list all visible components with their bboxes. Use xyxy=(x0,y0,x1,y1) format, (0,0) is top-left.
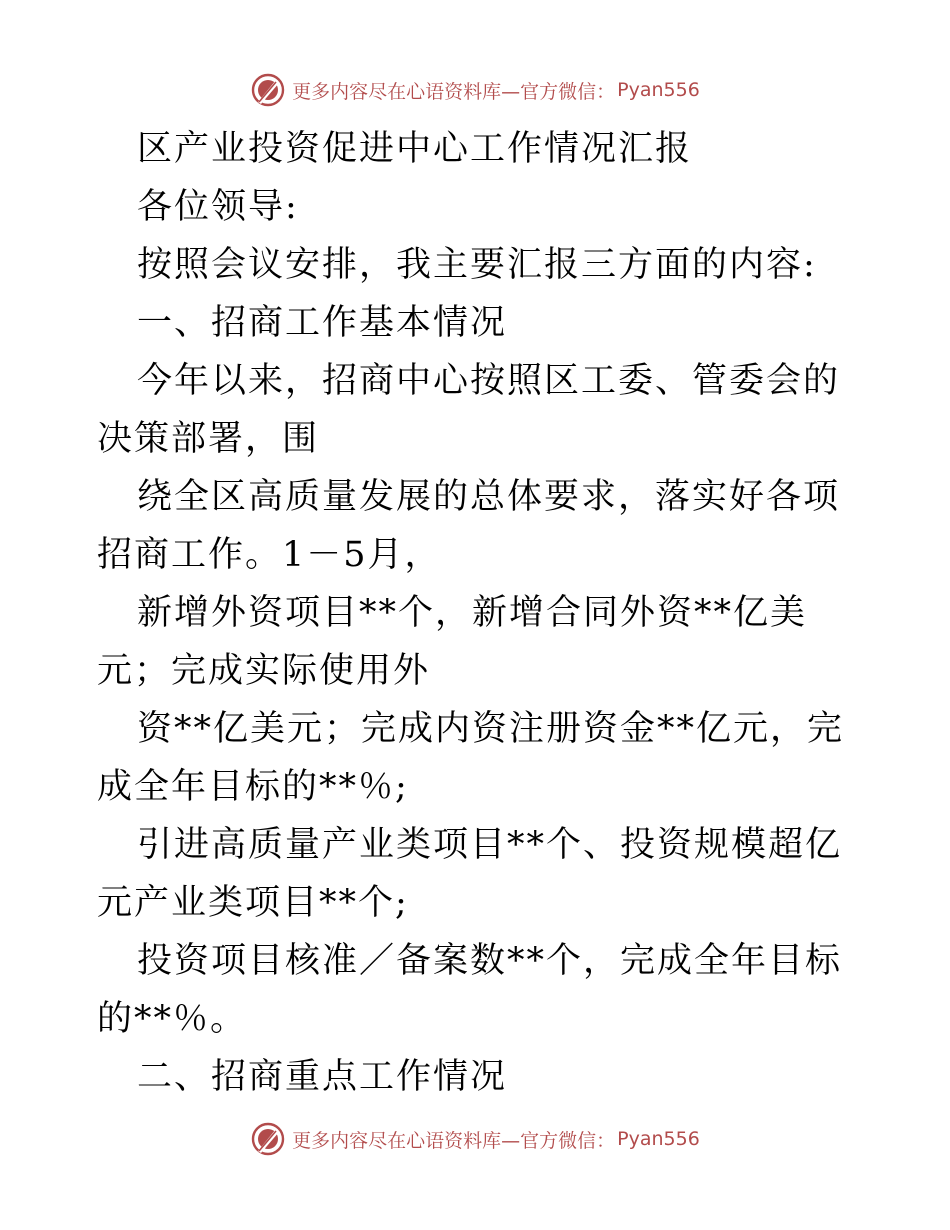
paragraph: 投资项目核准／备案数**个，完成全年目标的**％。 xyxy=(97,941,843,1039)
section-heading: 二、招商重点工作情况 xyxy=(137,1057,508,1097)
paragraph: 今年以来，招商中心按照区工委、管委会的决策部署，围 xyxy=(97,361,841,459)
banner-wechat-id: Pyan556 xyxy=(617,1128,700,1150)
header-banner xyxy=(0,68,950,112)
banner-text: 更多内容尽在心语资料库—官方微信： xyxy=(292,80,616,103)
paragraph: 新增外资项目**个，新增合同外资**亿美元；完成实际使用外 xyxy=(97,593,808,691)
document-body xyxy=(97,120,853,1106)
salutation: 各位领导: xyxy=(137,187,299,227)
document-title: 区产业投资促进中心工作情况汇报 xyxy=(137,129,693,169)
paragraph: 引进高质量产业类项目**个、投资规模超亿元产业类项目**个; xyxy=(97,825,843,923)
footer-banner xyxy=(0,1117,950,1161)
section-heading: 一、招商工作基本情况 xyxy=(137,303,508,343)
quill-seal-icon xyxy=(250,1121,286,1157)
paragraph: 按照会议安排，我主要汇报三方面的内容: xyxy=(137,245,817,285)
paragraph: 绕全区高质量发展的总体要求，落实好各项招商工作。1－5月， xyxy=(97,477,841,575)
banner-text: 更多内容尽在心语资料库—官方微信： xyxy=(292,1129,616,1152)
banner-wechat-id: Pyan556 xyxy=(617,79,700,101)
paragraph: 资**亿美元；完成内资注册资金**亿元，完成全年目标的**％; xyxy=(97,709,845,807)
quill-seal-icon xyxy=(250,72,286,108)
